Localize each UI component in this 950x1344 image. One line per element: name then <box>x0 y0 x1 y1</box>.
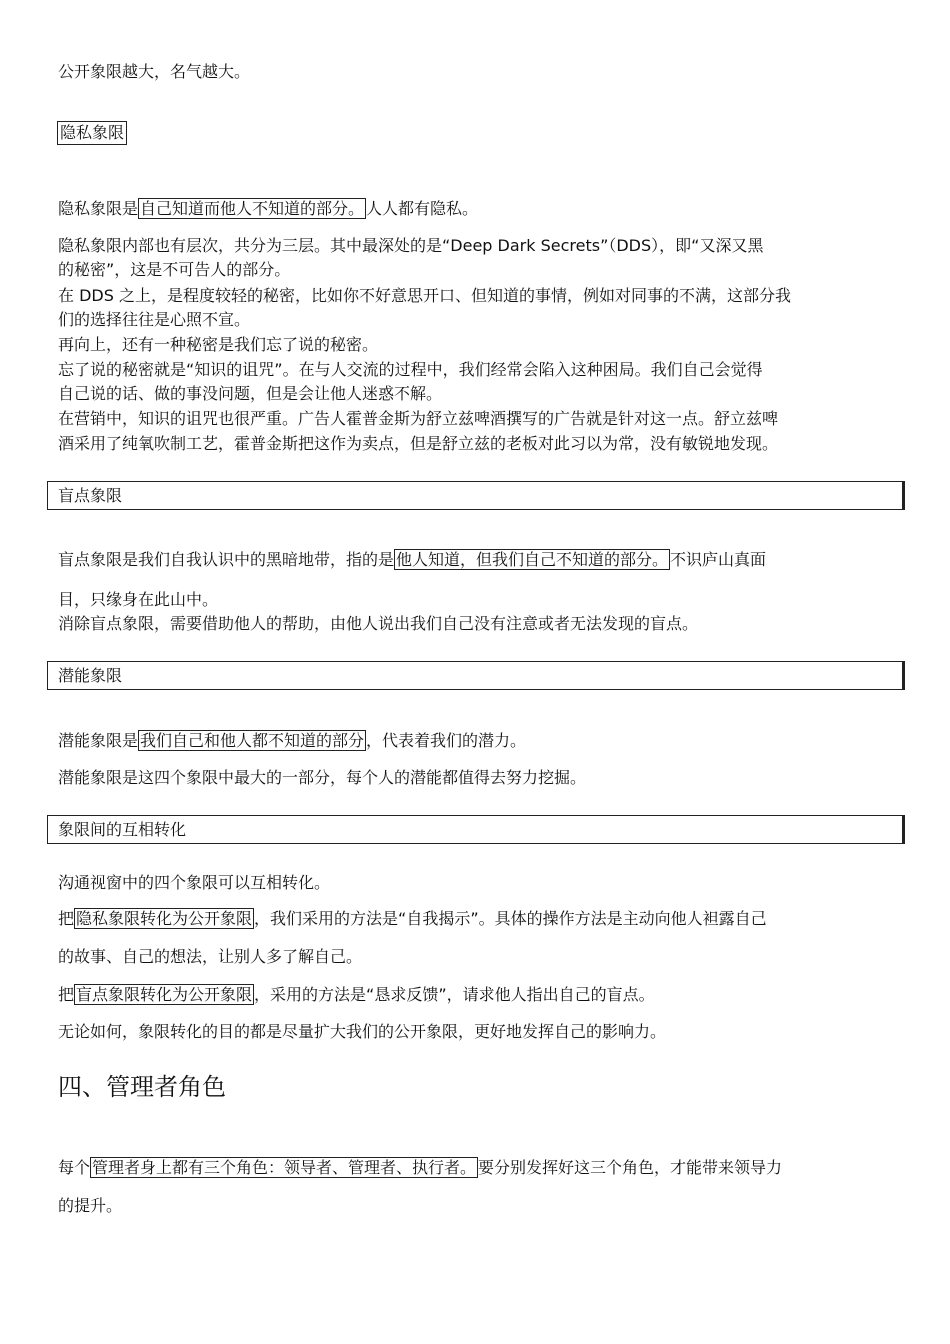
paragraph-marketing-line2: 酒采用了纯氧吹制工艺，霍普金斯把这作为卖点，但是舒立兹的老板对此习以为常，没有敏锐地发现。 <box>58 434 779 453</box>
section-header-label: 盲点象限 <box>58 486 123 505</box>
text-lead: 把 <box>58 985 75 1004</box>
paragraph-layers-line2: 的秘密”，这是不可告人的部分。 <box>58 260 291 279</box>
section-header-label: 象限间的互相转化 <box>58 820 187 839</box>
highlight-box: 盲点象限转化为公开象限 <box>76 985 253 1004</box>
section-header-transform <box>47 815 903 844</box>
highlight-box: 他人知道，但我们自己不知道的部分。 <box>396 550 669 569</box>
paragraph-blind-definition <box>58 550 766 570</box>
highlight-box: 隐私象限转化为公开象限 <box>76 909 253 928</box>
highlight-box: 我们自己和他人都不知道的部分 <box>140 731 365 750</box>
paragraph-private-definition <box>58 199 478 219</box>
text-tail: ，我们采用的方法是“自我揭示”。具体的操作方法是主动向他人袒露自己 <box>254 909 767 928</box>
paragraph-roles-line2: 的提升。 <box>58 1196 123 1215</box>
paragraph-public-summary: 公开象限越大，名气越大。 <box>58 62 251 81</box>
paragraph-blind-line2: 目，只缘身在此山中。 <box>58 590 219 609</box>
text-lead: 把 <box>58 909 75 928</box>
section-label-private: 隐私象限 <box>57 121 127 145</box>
text-tail: 人人都有隐私。 <box>366 199 479 218</box>
text-lead: 隐私象限是 <box>58 199 139 218</box>
paragraph-dds-line1: 在 DDS 之上，是程度较轻的秘密，比如你不好意思开口、但知道的事情，例如对同事的不满，这部分我 <box>58 286 791 305</box>
text-tail: 不识庐山真面 <box>670 550 767 569</box>
paragraph-dds-line2: 们的选择往往是心照不宣。 <box>58 310 251 329</box>
paragraph-transform-private <box>58 909 767 929</box>
text-tail: ，代表着我们的潜力。 <box>366 731 527 750</box>
paragraph-transform-intro: 沟通视窗中的四个象限可以互相转化。 <box>58 873 331 892</box>
text-lead: 盲点象限是我们自我认识中的黑暗地带，指的是 <box>58 550 395 569</box>
paragraph-transform-blind <box>58 985 655 1005</box>
highlight-box: 管理者身上都有三个角色：领导者、管理者、执行者。 <box>92 1158 477 1177</box>
heading-manager-roles: 四、管理者角色 <box>58 1073 226 1101</box>
section-header-label: 潜能象限 <box>58 666 123 685</box>
paragraph-curse-line1: 忘了说的秘密就是“知识的诅咒”。在与人交流的过程中，我们经常会陷入这种困局。我们自己会觉得 <box>58 360 763 379</box>
paragraph-curse-line2: 自己说的话、做的事没问题，但是会让他人迷惑不解。 <box>58 384 443 403</box>
paragraph-marketing-line1: 在营销中，知识的诅咒也很严重。广告人霍普金斯为舒立兹啤酒撰写的广告就是针对这一点。舒立兹啤 <box>58 409 779 428</box>
paragraph-layers-line1: 隐私象限内部也有层次，共分为三层。其中最深处的是“Deep Dark Secrets”（DDS），即“又深又黑 <box>58 236 764 255</box>
paragraph-potential-largest: 潜能象限是这四个象限中最大的一部分，每个人的潜能都值得去努力挖掘。 <box>58 768 587 787</box>
paragraph-blind-remove: 消除盲点象限，需要借助他人的帮助，由他人说出我们自己没有注意或者无法发现的盲点。 <box>58 614 699 633</box>
text-lead: 每个 <box>58 1158 91 1177</box>
paragraph-roles <box>58 1158 782 1178</box>
section-header-blind <box>47 481 903 510</box>
highlight-box: 自己知道而他人不知道的部分。 <box>140 199 365 218</box>
text-tail: ，采用的方法是“恳求反馈”，请求他人指出自己的盲点。 <box>254 985 655 1004</box>
text-tail: 要分别发挥好这三个角色，才能带来领导力 <box>478 1158 783 1177</box>
paragraph-transform-private-line2: 的故事、自己的想法，让别人多了解自己。 <box>58 947 363 966</box>
section-header-potential <box>47 661 903 690</box>
paragraph-forgotten: 再向上，还有一种秘密是我们忘了说的秘密。 <box>58 335 379 354</box>
paragraph-transform-goal: 无论如何，象限转化的目的都是尽量扩大我们的公开象限，更好地发挥自己的影响力。 <box>58 1022 667 1041</box>
text-lead: 潜能象限是 <box>58 731 139 750</box>
paragraph-potential-definition <box>58 731 526 751</box>
